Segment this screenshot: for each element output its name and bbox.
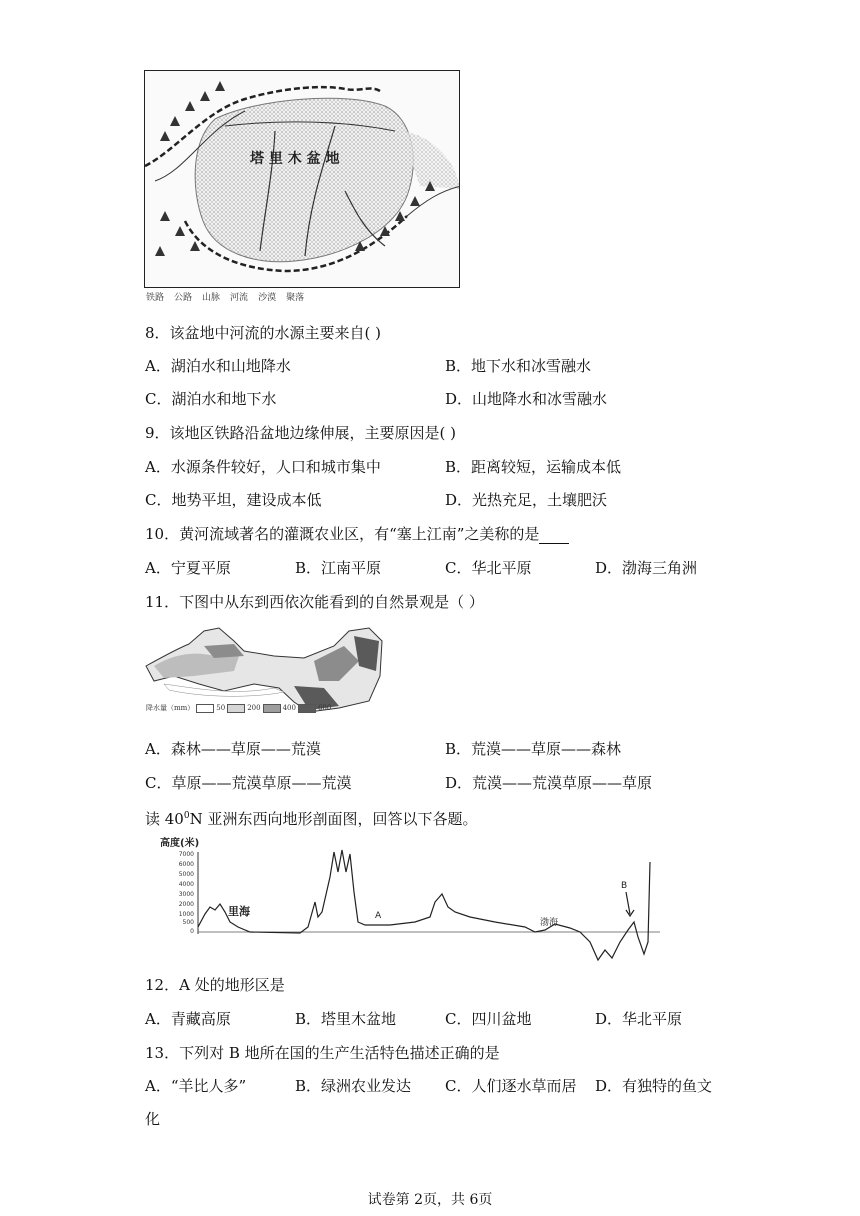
q13-option-a[interactable]: A．“羊比人多”	[145, 1077, 247, 1095]
precip-legend-label: 降水量（mm）	[146, 704, 195, 712]
q13-option-b[interactable]: B．绿洲农业发达	[295, 1077, 412, 1095]
terrain-profile-svg	[150, 832, 670, 967]
precip-swatch-4	[298, 704, 316, 713]
ytick-5000: 5000	[178, 871, 194, 878]
q8-option-b[interactable]: B．地下水和冰雪融水	[445, 357, 592, 375]
precip-swatch-2	[227, 704, 245, 713]
q9-option-c[interactable]: C．地势平坦，建设成本低	[145, 491, 322, 509]
precip-swatch-1	[196, 704, 214, 713]
terrain-profile	[150, 832, 670, 967]
q12-option-d[interactable]: D．华北平原	[595, 1010, 683, 1028]
intro-text-a: 读 40	[145, 810, 184, 828]
precip-legend-200: 200	[247, 704, 261, 712]
intro-degree: 0	[183, 811, 190, 821]
arrow-b	[626, 892, 634, 916]
label-caspian-sea: 里海	[228, 905, 250, 918]
q12-option-b[interactable]: B．塔里木盆地	[295, 1010, 397, 1028]
ytick-1000: 1000	[178, 911, 194, 918]
q9-option-b[interactable]: B．距离较短，运输成本低	[445, 458, 622, 476]
q11-option-d[interactable]: D．荒漠——荒漠草原——草原	[445, 774, 653, 792]
q8-stem: 8．该盆地中河流的水源主要来自( )	[145, 324, 382, 342]
q11-stem: 11．下图中从东到西依次能看到的自然景观是（ ）	[145, 593, 484, 611]
q13-option-d-wrap: 化	[145, 1110, 161, 1128]
profile-ylabel: 高度(米)	[160, 838, 200, 849]
ytick-6000: 6000	[178, 861, 194, 868]
q12-option-c[interactable]: C．四川盆地	[445, 1010, 532, 1028]
q10-stem-text: 10．黄河流域著名的灌溉农业区，有“塞上江南”之美称的是	[145, 525, 540, 543]
label-a: A	[375, 911, 382, 921]
q9-stem: 9．该地区铁路沿盆地边缘伸展，主要原因是( )	[145, 424, 457, 442]
ytick-500: 500	[182, 919, 194, 926]
q9-option-d[interactable]: D．光热充足，土壤肥沃	[445, 491, 608, 509]
label-bohai-sea: 渤海	[540, 918, 559, 928]
q10-option-a[interactable]: A．宁夏平原	[145, 559, 231, 577]
precip-legend-50: 50	[216, 704, 226, 712]
q10-option-d[interactable]: D．渤海三角洲	[595, 559, 698, 577]
terrain-profile-line	[198, 850, 650, 960]
q11-option-b[interactable]: B．荒漠——草原——森林	[445, 740, 622, 758]
precip-legend	[146, 703, 331, 713]
legend-river: 河流	[230, 293, 249, 303]
tarim-basin-map	[144, 70, 460, 288]
profile-intro	[145, 806, 478, 829]
legend-railway: 铁路	[146, 293, 165, 303]
q10-option-c[interactable]: C．华北平原	[445, 559, 532, 577]
q13-option-c[interactable]: C．人们逐水草而居	[445, 1077, 577, 1095]
q12-option-a[interactable]: A．青藏高原	[145, 1010, 231, 1028]
ytick-2000: 2000	[178, 901, 194, 908]
q13-stem: 13．下列对 B 地所在国的生产生活特色描述正确的是	[145, 1044, 500, 1062]
precip-legend-600: 600	[317, 704, 332, 712]
precip-swatch-3	[263, 704, 281, 713]
tarim-map-legend	[146, 292, 304, 304]
label-b: B	[621, 881, 628, 891]
q8-option-c[interactable]: C．湖泊水和地下水	[145, 390, 277, 408]
q13-option-d[interactable]: D．有独特的鱼文	[595, 1077, 713, 1095]
ytick-3000: 3000	[178, 891, 194, 898]
ytick-4000: 4000	[178, 881, 194, 888]
legend-road: 公路	[174, 293, 193, 303]
intro-text-b: N 亚洲东西向地形剖面图，回答以下各题。	[189, 810, 478, 828]
q8-option-d[interactable]: D．山地降水和冰雪融水	[445, 390, 608, 408]
map-title: 塔 里 木 盆 地	[250, 151, 340, 167]
q12-stem: 12．A 处的地形区是	[145, 976, 285, 994]
q10-stem	[145, 524, 569, 544]
page-footer: 试卷第 2页，共 6页	[367, 1192, 493, 1208]
ytick-7000: 7000	[178, 851, 194, 858]
legend-mountain: 山脉	[202, 293, 221, 303]
q10-answer-blank[interactable]	[539, 528, 569, 544]
q8-option-a[interactable]: A．湖泊水和山地降水	[145, 357, 291, 375]
precip-legend-400: 400	[282, 704, 296, 712]
legend-settlement: 聚落	[286, 293, 305, 303]
q11-option-a[interactable]: A．森林——草原——荒漠	[145, 740, 321, 758]
ytick-0: 0	[190, 928, 194, 935]
legend-desert: 沙漠	[258, 293, 277, 303]
q9-option-a[interactable]: A．水源条件较好，人口和城市集中	[145, 458, 381, 476]
q10-option-b[interactable]: B．江南平原	[295, 559, 382, 577]
tarim-map-svg	[145, 71, 460, 288]
q11-option-c[interactable]: C．草原——荒漠草原——荒漠	[145, 774, 352, 792]
